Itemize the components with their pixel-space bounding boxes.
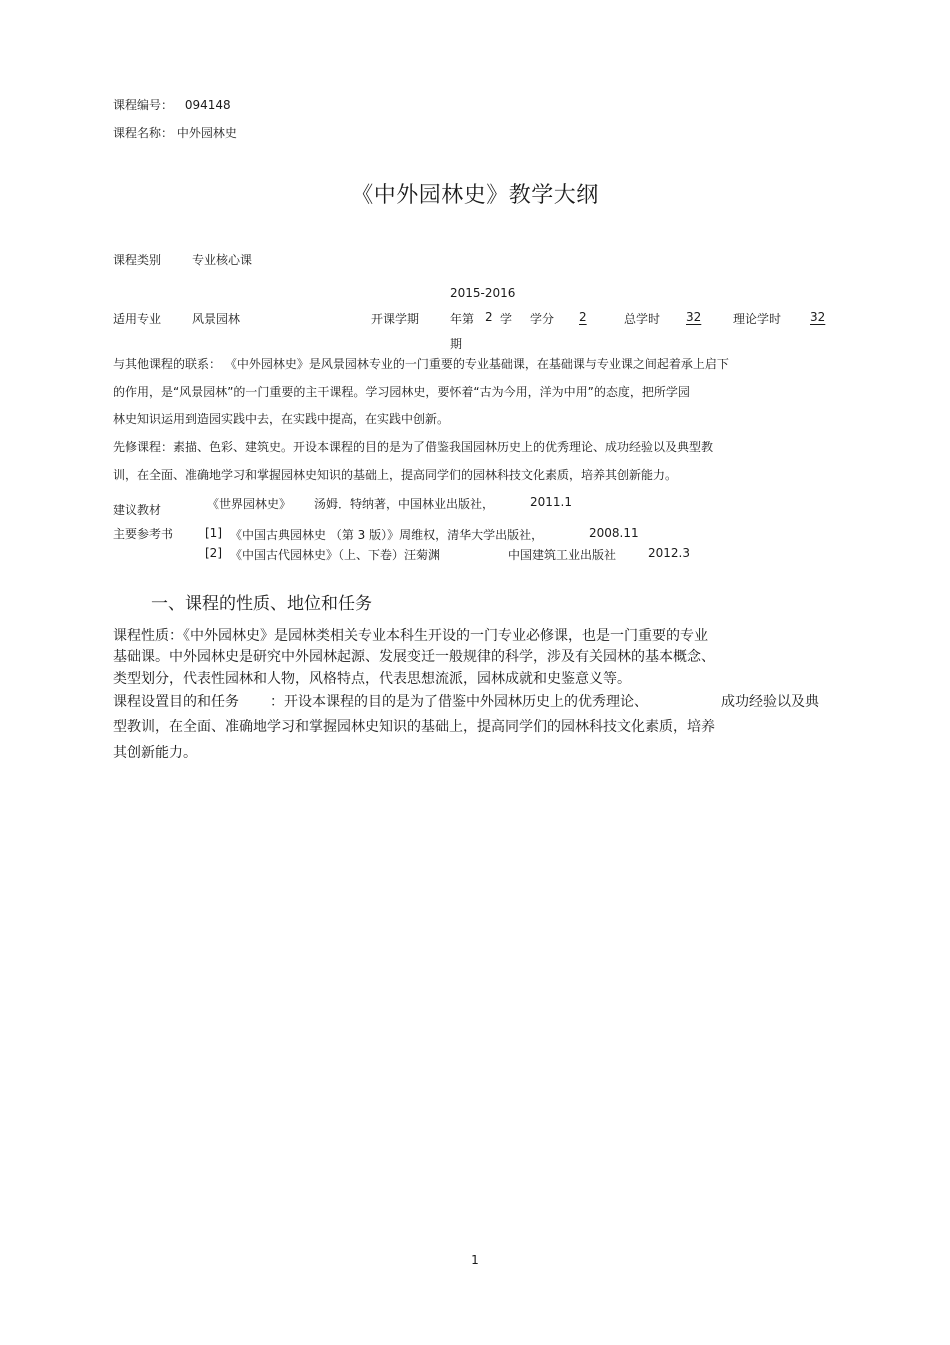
page-title: 《中外园林史》教学大纲 <box>351 183 599 208</box>
hours-value: 32 <box>686 310 702 324</box>
category-value: 专业核心课 <box>192 253 253 267</box>
course-code: 094148 <box>184 98 231 112</box>
course-name: 中外园林史 <box>176 126 237 140</box>
reference-2-title: 《中国古代园林史》（上、下卷）汪菊渊 <box>230 548 441 562</box>
reference-1-date: 2008.11 <box>589 526 639 540</box>
section-1-p1-line-3: 类型划分，代表性园林和人物，风格特点，代表思想流派，园林成就和史鉴意义等。 <box>113 671 631 687</box>
course-code-line <box>113 96 231 113</box>
section-1-p2-line-3: 其创新能力。 <box>113 745 197 761</box>
section-1-p2-line-1a: 课程设置目的和任务 <box>113 694 239 710</box>
relation-line-2: 的作用，是“风景园林”的一门重要的主干课程。学习园林史，要怀着“古为今用，洋为中用”的态度，把所学园 <box>113 385 690 399</box>
course-name-line <box>113 124 237 141</box>
term-mid-a: 年第 <box>450 312 475 326</box>
references-label: 主要参考书 <box>113 527 174 541</box>
reference-1-title: 《中国古典园林史 （第 3 版）》周维权，清华大学出版社， <box>230 528 544 542</box>
reference-2-publisher: 中国建筑工业出版社 <box>508 548 617 562</box>
course-code-label: 课程编号： <box>113 98 174 112</box>
reference-2-date: 2012.3 <box>648 546 690 560</box>
section-1-p1-line-1: 课程性质：《中外园林史》是园林类相关专业本科生开设的一门专业必修课，也是一门重要的专业 <box>113 628 708 644</box>
term-label: 开课学期 <box>371 312 420 326</box>
category-label: 课程类别 <box>113 253 162 267</box>
section-1-p2-line-1c: 成功经验以及典 <box>721 694 819 710</box>
page-number: 1 <box>471 1253 479 1267</box>
textbook-author: 汤姆．特纳著，中国林业出版社， <box>314 497 495 511</box>
term-year: 2015-2016 <box>450 286 516 300</box>
textbook-title: 《世界园林史》 <box>207 497 292 511</box>
textbook-label: 建议教材 <box>113 503 162 517</box>
section-1-p2-line-2: 型教训，在全面、准确地学习和掌握园林史知识的基础上，提高同学们的园林科技文化素质，培养 <box>113 719 715 735</box>
prereq-line-1: 先修课程：素描、色彩、建筑史。开设本课程的目的是为了借鉴我国园林历史上的优秀理论、成功经验以及典型教 <box>113 440 714 454</box>
course-name-label: 课程名称： <box>113 126 174 140</box>
credit-label: 学分 <box>530 312 555 326</box>
reference-1-num: [1] <box>205 526 222 540</box>
section-1-heading: 一、课程的性质、地位和任务 <box>151 594 372 614</box>
theory-label: 理论学时 <box>733 312 782 326</box>
section-1-p2-line-1b: ：开设本课程的目的是为了借鉴中外园林历史上的优秀理论、 <box>270 694 648 710</box>
hours-label: 总学时 <box>624 312 661 326</box>
section-1-p1-line-2: 基础课。中外园林史是研究中外园林起源、发展变迁一般规律的科学，涉及有关园林的基本概念、 <box>113 649 715 665</box>
major-value: 风景园林 <box>192 312 241 326</box>
credit-value: 2 <box>579 310 587 324</box>
theory-value: 32 <box>810 310 826 324</box>
prereq-line-2: 训，在全面、准确地学习和掌握园林史知识的基础上，提高同学们的园林科技文化素质，培养其创新能力。 <box>113 468 678 482</box>
major-label: 适用专业 <box>113 312 162 326</box>
term-mid-b: 学 <box>500 312 513 326</box>
relation-line-1: 与其他课程的联系： 《中外园林史》是风景园林专业的一门重要的专业基础课，在基础课与专业课之间起着承上启下 <box>113 357 729 371</box>
relation-line-3: 林史知识运用到造园实践中去，在实践中提高，在实践中创新。 <box>113 412 450 426</box>
term-end: 期 <box>450 337 463 351</box>
reference-2-num: [2] <box>205 546 222 560</box>
textbook-date: 2011.1 <box>530 495 572 509</box>
term-num: 2 <box>485 310 493 324</box>
